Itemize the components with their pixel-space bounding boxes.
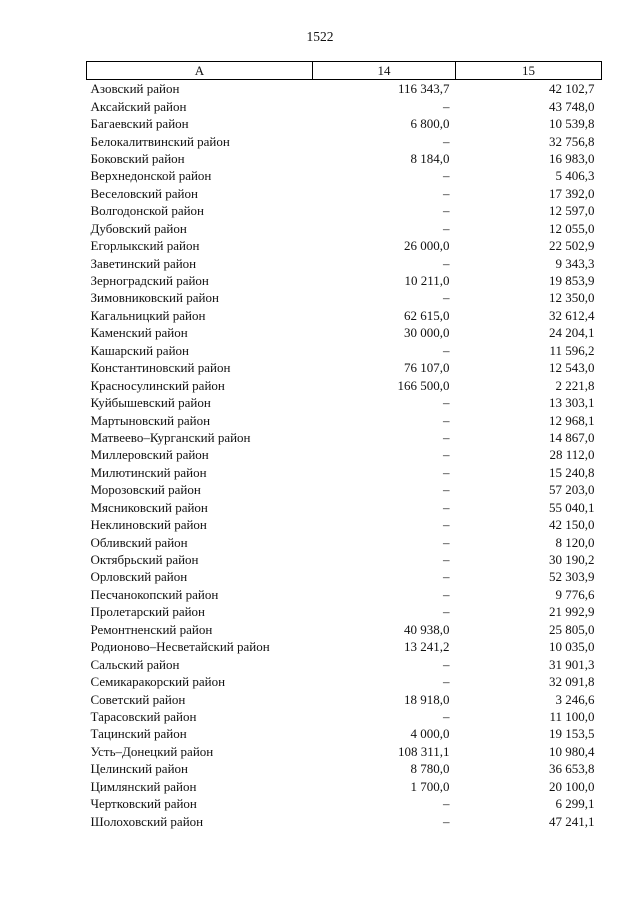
value-14-cell: – [443, 517, 450, 533]
district-name-cell: Азовский район [90, 81, 180, 97]
value-14-cell: 1 700,0 [410, 778, 450, 794]
table-row [87, 499, 602, 516]
district-name-cell: Куйбышевский район [90, 395, 211, 411]
district-name-cell: Миллеровский район [90, 447, 209, 463]
value-14-cell: 10 211,0 [404, 273, 450, 289]
district-name-cell: Советский район [90, 691, 186, 707]
value-14-cell: – [443, 674, 450, 690]
value-14-cell: 8 184,0 [410, 150, 450, 166]
value-14-cell: 18 918,0 [404, 691, 450, 707]
value-15-cell: 36 653,8 [549, 761, 595, 777]
value-15-cell: 11 100,0 [549, 708, 595, 724]
table-row [87, 115, 602, 132]
value-14-cell: – [443, 412, 450, 428]
value-15-cell: 12 350,0 [549, 290, 595, 306]
value-15-cell: 12 597,0 [549, 203, 595, 219]
table-header [87, 62, 602, 80]
table-row [87, 690, 602, 707]
value-14-cell: – [443, 98, 450, 114]
district-name-cell: Верхнедонской район [90, 168, 212, 184]
value-14-cell: – [443, 395, 450, 411]
district-name-cell: Тацинский район [90, 726, 187, 742]
value-14-cell: – [443, 534, 450, 550]
district-name-cell: Сальский район [90, 656, 180, 672]
table-row [87, 272, 602, 289]
district-name-cell: Багаевский район [90, 116, 189, 132]
district-name-cell: Цимлянский район [90, 778, 197, 794]
value-14-cell: – [443, 290, 450, 306]
table-row [87, 603, 602, 620]
district-name-cell: Кагальницкий район [90, 307, 206, 323]
column-header-14: 14 [313, 62, 456, 80]
district-name-cell: Дубовский район [90, 220, 187, 236]
district-name-cell: Мясниковский район [90, 499, 208, 515]
value-15-cell: 31 901,3 [549, 656, 595, 672]
column-header-a: А [87, 62, 313, 80]
district-name-cell: Целинский район [90, 761, 188, 777]
value-15-cell: 43 748,0 [549, 98, 595, 114]
value-14-cell: – [443, 447, 450, 463]
table-row [87, 237, 602, 254]
table-row [87, 655, 602, 672]
value-14-cell: 166 500,0 [397, 377, 450, 393]
district-name-cell: Веселовский район [90, 185, 198, 201]
value-15-cell: 10 980,4 [549, 743, 595, 759]
table-row [87, 185, 602, 202]
table-body [87, 80, 602, 830]
district-name-cell: Семикаракорский район [90, 674, 226, 690]
value-15-cell: 2 221,8 [555, 377, 595, 393]
value-15-cell: 13 303,1 [549, 395, 595, 411]
value-14-cell: 76 107,0 [404, 360, 450, 376]
table-row [87, 324, 602, 341]
table-row [87, 97, 602, 114]
district-name-cell: Егорлыкский район [90, 238, 200, 254]
table-row [87, 342, 602, 359]
table-row [87, 254, 602, 271]
value-15-cell: 55 040,1 [549, 499, 595, 515]
district-name-cell: Константиновский район [90, 360, 231, 376]
value-14-cell: 108 311,1 [397, 743, 450, 759]
value-15-cell: 10 539,8 [549, 116, 595, 132]
value-15-cell: 21 992,9 [549, 604, 595, 620]
value-14-cell: 116 343,7 [397, 81, 450, 97]
value-15-cell: 52 303,9 [549, 569, 595, 585]
district-name-cell: Шолоховский район [90, 813, 204, 829]
district-name-cell: Матвеево–Курганский район [90, 429, 251, 445]
table-row [87, 586, 602, 603]
value-14-cell: – [443, 482, 450, 498]
value-15-cell: 12 968,1 [549, 412, 595, 428]
value-14-cell: 26 000,0 [404, 238, 450, 254]
value-14-cell: – [443, 342, 450, 358]
data-table [86, 61, 602, 830]
value-15-cell: 12 543,0 [549, 360, 595, 376]
table-row [87, 516, 602, 533]
value-15-cell: 9 776,6 [555, 586, 595, 602]
table-row [87, 812, 602, 829]
value-14-cell: – [443, 185, 450, 201]
value-15-cell: 15 240,8 [549, 464, 595, 480]
value-15-cell: 42 102,7 [549, 81, 595, 97]
district-name-cell: Кашарский район [90, 342, 189, 358]
value-15-cell: 11 596,2 [549, 342, 595, 358]
value-14-cell: – [443, 586, 450, 602]
table-row [87, 446, 602, 463]
table-row [87, 568, 602, 585]
value-15-cell: 30 190,2 [549, 552, 595, 568]
district-name-cell: Песчанокопский район [90, 586, 219, 602]
table-row [87, 220, 602, 237]
value-14-cell: – [443, 796, 450, 812]
value-15-cell: 42 150,0 [549, 517, 595, 533]
table-row [87, 429, 602, 446]
value-14-cell: 6 800,0 [410, 116, 450, 132]
value-15-cell: 9 343,3 [555, 255, 595, 271]
value-15-cell: 32 091,8 [549, 674, 595, 690]
district-name-cell: Аксайский район [90, 98, 187, 114]
table-row [87, 708, 602, 725]
value-14-cell: 40 938,0 [404, 621, 450, 637]
table-row [87, 795, 602, 812]
district-name-cell: Зимовниковский район [90, 290, 219, 306]
table-row [87, 150, 602, 167]
value-15-cell: 47 241,1 [549, 813, 595, 829]
value-14-cell: – [443, 604, 450, 620]
district-name-cell: Родионово–Несветайский район [90, 639, 270, 655]
table-row [87, 394, 602, 411]
table-row [87, 778, 602, 795]
district-name-cell: Милютинский район [90, 464, 207, 480]
value-14-cell: – [443, 656, 450, 672]
table-row [87, 376, 602, 393]
table-row [87, 132, 602, 149]
value-14-cell: – [443, 464, 450, 480]
district-name-cell: Белокалитвинский район [90, 133, 230, 149]
value-15-cell: 5 406,3 [555, 168, 595, 184]
table-row [87, 167, 602, 184]
table-row [87, 621, 602, 638]
district-name-cell: Зерноградский район [90, 273, 209, 289]
value-15-cell: 24 204,1 [549, 325, 595, 341]
value-15-cell: 17 392,0 [549, 185, 595, 201]
table-row [87, 481, 602, 498]
table-row [87, 202, 602, 219]
value-15-cell: 57 203,0 [549, 482, 595, 498]
table-row [87, 725, 602, 742]
table-row [87, 743, 602, 760]
value-15-cell: 14 867,0 [549, 429, 595, 445]
value-14-cell: – [443, 552, 450, 568]
district-name-cell: Орловский район [90, 569, 188, 585]
district-name-cell: Тарасовский район [90, 708, 197, 724]
value-15-cell: 28 112,0 [549, 447, 595, 463]
district-name-cell: Обливский район [90, 534, 188, 550]
district-name-cell: Октябрьский район [90, 552, 199, 568]
table-row [87, 289, 602, 306]
district-name-cell: Волгодонской район [90, 203, 205, 219]
page-number: 1522 [306, 29, 334, 44]
table-row [87, 80, 602, 98]
district-name-cell: Боковский район [90, 150, 185, 166]
district-name-cell: Мартыновский район [90, 412, 211, 428]
value-14-cell: 30 000,0 [404, 325, 450, 341]
district-name-cell: Каменский район [90, 325, 188, 341]
table-row [87, 638, 602, 655]
value-14-cell: – [443, 708, 450, 724]
value-14-cell: – [443, 133, 450, 149]
value-15-cell: 22 502,9 [549, 238, 595, 254]
table-row [87, 551, 602, 568]
district-name-cell: Заветинский район [90, 255, 197, 271]
table-row [87, 464, 602, 481]
value-15-cell: 32 756,8 [549, 133, 595, 149]
value-14-cell: – [443, 569, 450, 585]
value-15-cell: 19 153,5 [549, 726, 595, 742]
table-row [87, 673, 602, 690]
value-15-cell: 3 246,6 [555, 691, 595, 707]
value-14-cell: 62 615,0 [404, 307, 450, 323]
value-14-cell: – [443, 203, 450, 219]
value-15-cell: 20 100,0 [549, 778, 595, 794]
value-14-cell: 4 000,0 [410, 726, 450, 742]
table-row [87, 307, 602, 324]
value-14-cell: 13 241,2 [404, 639, 450, 655]
district-name-cell: Морозовский район [90, 482, 201, 498]
value-14-cell: – [443, 813, 450, 829]
value-15-cell: 10 035,0 [549, 639, 595, 655]
value-14-cell: – [443, 429, 450, 445]
value-14-cell: – [443, 499, 450, 515]
table-row [87, 760, 602, 777]
value-15-cell: 6 299,1 [555, 796, 595, 812]
value-15-cell: 8 120,0 [555, 534, 595, 550]
value-15-cell: 16 983,0 [549, 150, 595, 166]
district-name-cell: Красносулинский район [90, 377, 225, 393]
district-name-cell: Ремонтненский район [90, 621, 213, 637]
value-14-cell: – [443, 168, 450, 184]
table-row [87, 533, 602, 550]
value-14-cell: – [443, 255, 450, 271]
value-15-cell: 32 612,4 [549, 307, 595, 323]
header-row [87, 62, 602, 80]
district-name-cell: Пролетарский район [90, 604, 206, 620]
district-name-cell: Неклиновский район [90, 517, 207, 533]
value-15-cell: 19 853,9 [549, 273, 595, 289]
value-15-cell: 12 055,0 [549, 220, 595, 236]
district-name-cell: Усть–Донецкий район [90, 743, 214, 759]
district-name-cell: Чертковский район [90, 796, 197, 812]
column-header-15: 15 [456, 62, 602, 80]
table-row [87, 411, 602, 428]
value-15-cell: 25 805,0 [549, 621, 595, 637]
value-14-cell: 8 780,0 [410, 761, 450, 777]
value-14-cell: – [443, 220, 450, 236]
table-row [87, 359, 602, 376]
